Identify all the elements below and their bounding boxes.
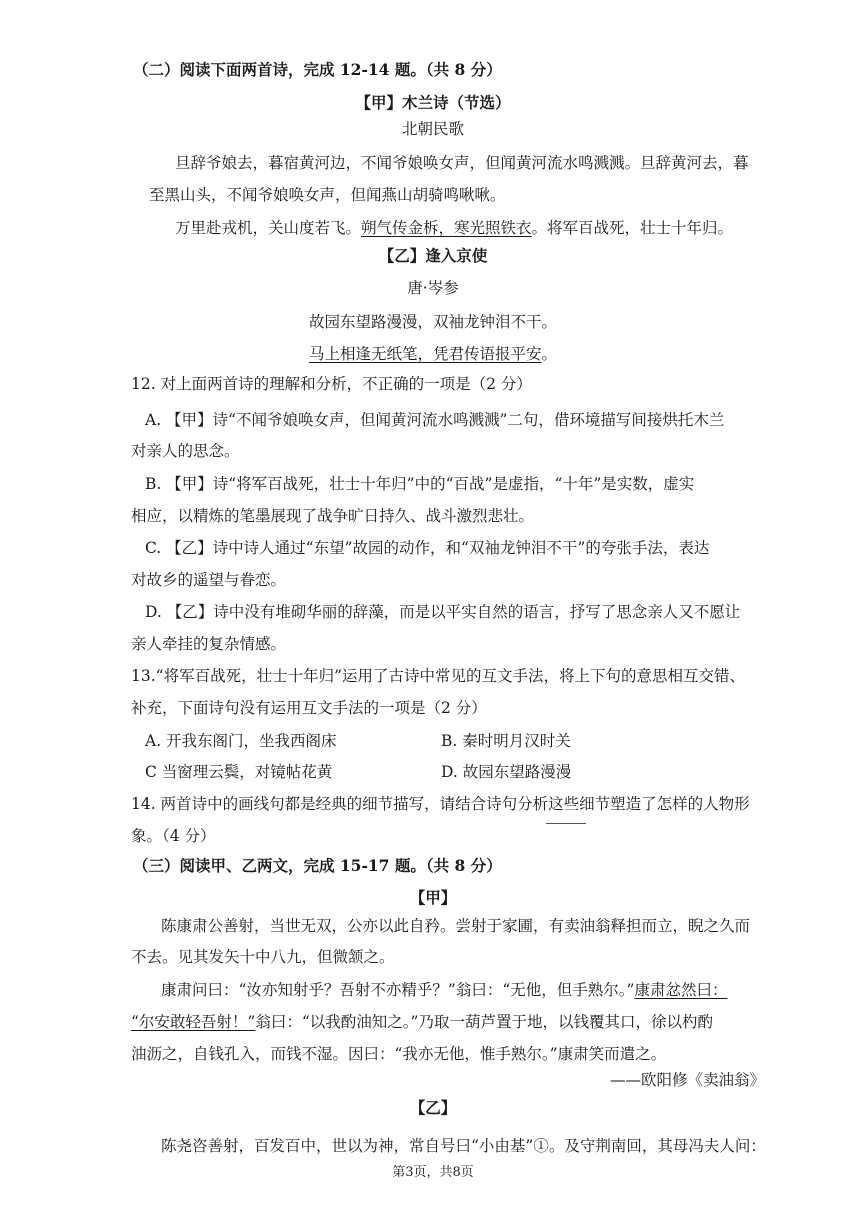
poem-yi-line: 故园东望路漫漫，双袖龙钟泪不干。 <box>308 313 557 331</box>
poem-jia-line: 旦辞爷娘去，暮宿黄河边，不闻爷娘唤女声，但闻黄河流水鸣溅溅。旦辞黄河去，暮 <box>175 154 749 172</box>
stray-pen-mark <box>546 823 586 824</box>
section3-header: （三）阅读甲、乙两文，完成 15-17 题。（共 8 分） <box>133 856 502 875</box>
question-12-option-b-cont: 相应，以精炼的笔墨展现了战争旷日持久、战斗激烈悲壮。 <box>131 507 535 525</box>
passage-jia-line: 康肃问曰：“汝亦知射乎？吾射不亦精乎？”翁曰：“无他，但手熟尔。”康肃忿然曰： <box>161 981 728 999</box>
poem-jia-line <box>175 218 733 238</box>
question-12-option-d-cont: 亲人牵挂的复杂情感。 <box>131 635 287 653</box>
question-12-option-b: B. 【甲】诗“将军百战死，壮士十年归”中的“百战”是虚指，“十年”是实数，虚实 <box>145 475 695 493</box>
question-12-option-c-cont: 对故乡的遥望与眷恋。 <box>131 571 287 589</box>
passage-jia-line: 陈康肃公善射，当世无双，公亦以此自矜。尝射于家圃，有卖油翁释担而立，睨之久而 <box>161 917 751 935</box>
question-14-stem: 14. 两首诗中的画线句都是经典的细节描写，请结合诗句分析这些细节塑造了怎样的人物形 <box>131 795 750 813</box>
poem-jia-underlined-line: 朔气传金柝，寒光照铁衣 <box>361 219 532 237</box>
poem-yi-line: 马上相逢无纸笔，凭君传语报平安。 <box>308 345 558 363</box>
passage-jia-line: 不去。见其发矢十中八九，但微颔之。 <box>131 948 395 966</box>
passage-yi-line: 陈尧咨善射，百发百中，世以为神，常自号曰“小由基”①。及守荆南回，其母冯夫人问： <box>161 1137 766 1155</box>
question-12-option-a: A. 【甲】诗“不闻爷娘唤女声，但闻黄河流水鸣溅溅”二句，借环境描写间接烘托木兰 <box>145 411 725 429</box>
poem-jia-author: 北朝民歌 <box>401 120 464 138</box>
passage-underlined-text: “尔安敢轻吾射！” <box>131 1013 256 1031</box>
passage-yi-label: 【乙】 <box>409 1098 457 1117</box>
question-12-option-c: C. 【乙】诗中诗人通过“东望”故园的动作，和“双袖龙钟泪不干”的夸张手法，表达 <box>145 539 710 557</box>
question-13-stem: 13.“将军百战死，壮士十年归”运用了古诗中常见的互文手法，将上下句的意思相互交错、 <box>131 667 746 685</box>
question-13-option-a: A. 开我东阁门，坐我西阁床 <box>145 732 337 750</box>
question-12-option-a-cont: 对亲人的思念。 <box>131 442 240 460</box>
question-13-option-d: D. 故园东望路漫漫 <box>441 763 572 781</box>
question-13-option-b: B. 秦时明月汉时关 <box>441 732 571 750</box>
poem-jia-title: 【甲】木兰诗（节选） <box>355 93 511 112</box>
poem-yi-underlined-line: 马上相逢无纸笔，凭君传语报平安 <box>308 345 542 363</box>
question-13-stem-cont: 补充，下面诗句没有运用互文手法的一项是（2 分） <box>131 699 487 717</box>
question-12-option-d: D. 【乙】诗中没有堆砌华丽的辞藻，而是以平实自然的语言，抒写了思念亲人又不愿让 <box>145 603 741 621</box>
section2-header: （二）阅读下面两首诗，完成 12-14 题。（共 8 分） <box>133 60 502 79</box>
poem-jia-line: 至黑山头，不闻爷娘唤女声，但闻燕山胡骑鸣啾啾。 <box>149 186 506 204</box>
poem-yi-author: 唐·岑参 <box>407 279 459 297</box>
passage-jia-line: “尔安敢轻吾射！”翁曰：“以我酌油知之。”乃取一葫芦置于地，以钱覆其口，徐以杓酌 <box>131 1013 713 1031</box>
poem-jia-text: 。将军百战死，壮士十年归。 <box>531 219 734 237</box>
question-12-stem: 12. 对上面两首诗的理解和分析，不正确的一项是（2 分） <box>131 375 532 393</box>
poem-yi-title: 【乙】逢入京使 <box>378 246 488 265</box>
page-number: 第3页，共8页 <box>392 1165 474 1180</box>
question-14-stem-cont: 象。（4 分） <box>131 827 216 845</box>
passage-jia-label: 【甲】 <box>409 888 457 907</box>
passage-underlined-text: 康肃忿然曰： <box>634 981 728 999</box>
passage-jia-line: 油沥之，自钱孔入，而钱不湿。因曰：“我亦无他，惟手熟尔。”康肃笑而遣之。 <box>131 1045 667 1063</box>
poem-jia-text: 万里赴戎机，关山度若飞。 <box>175 219 362 237</box>
question-13-option-c: C 当窗理云鬓，对镜帖花黄 <box>145 763 333 781</box>
passage-jia-source: ——欧阳修《卖油翁》 <box>610 1071 766 1089</box>
